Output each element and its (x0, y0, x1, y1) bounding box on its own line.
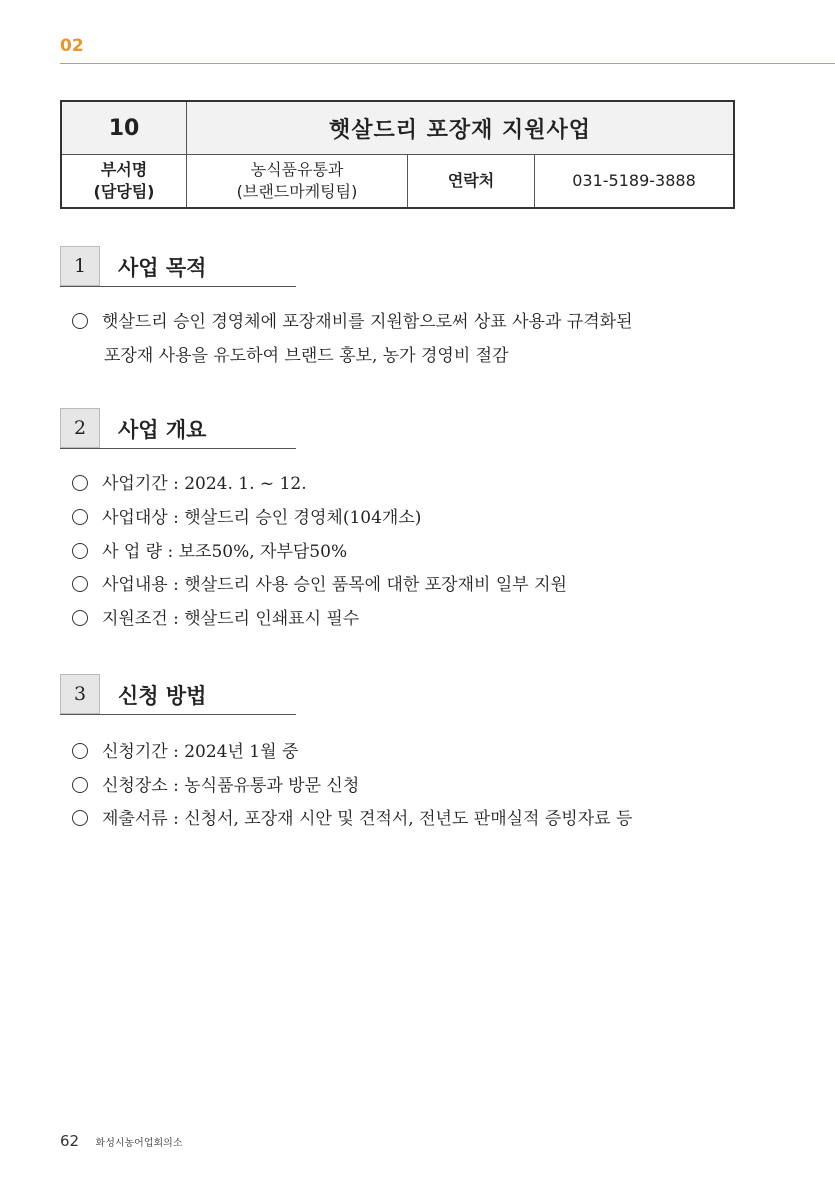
program-number: 10 (61, 101, 187, 155)
circle-bullet-icon (72, 810, 88, 826)
list-item: 제출서류 : 신청서, 포장재 시안 및 견적서, 전년도 판매실적 증빙자료 등 (72, 802, 752, 836)
circle-bullet-icon (72, 777, 88, 793)
circle-bullet-icon (72, 610, 88, 626)
list-item: 신청기간 : 2024년 1월 중 (72, 735, 752, 769)
circle-bullet-icon (72, 313, 88, 329)
chapter-divider (60, 63, 835, 64)
team-name: (브랜드마케팅팀) (236, 182, 358, 201)
page-number: 62 (60, 1132, 80, 1150)
section-header-purpose (60, 246, 296, 287)
section-number: 1 (60, 246, 100, 286)
page-footer (60, 1132, 183, 1150)
section-header-overview (60, 408, 296, 449)
dept-name: 농식품유통과 (250, 160, 344, 179)
section-title: 사업 개요 (118, 418, 207, 442)
contact-label: 연락처 (408, 155, 535, 209)
list-item-continuation: 포장재 사용을 유도하여 브랜드 홍보, 농가 경영비 절감 (104, 346, 509, 366)
list-item: 사업기간 : 2024. 1. ~ 12. (72, 467, 752, 501)
circle-bullet-icon (72, 743, 88, 759)
dept-label: 부서명 (100, 160, 148, 179)
list-item: 햇살드리 승인 경영체에 포장재비를 지원함으로써 상표 사용과 규격화된 (72, 305, 752, 339)
footer-organization: 화성시농어업회의소 (95, 1138, 183, 1149)
program-title: 햇살드리 포장재 지원사업 (187, 101, 735, 155)
section-title: 신청 방법 (118, 684, 207, 708)
list-item: 신청장소 : 농식품유통과 방문 신청 (72, 769, 752, 803)
list-item: 사 업 량 : 보조50%, 자부담50% (72, 535, 752, 569)
list-item: 사업대상 : 햇살드리 승인 경영체(104개소) (72, 501, 752, 535)
dept-value-cell (187, 155, 408, 209)
contact-phone: 031-5189-3888 (535, 155, 735, 209)
section-number: 3 (60, 674, 100, 714)
program-info-table (60, 100, 735, 209)
section-title: 사업 목적 (118, 256, 207, 280)
section-number: 2 (60, 408, 100, 448)
circle-bullet-icon (72, 509, 88, 525)
dept-label-cell (61, 155, 187, 209)
team-label: (담당팀) (93, 182, 155, 201)
list-item: 사업내용 : 햇살드리 사용 승인 품목에 대한 포장재비 일부 지원 (72, 568, 752, 602)
circle-bullet-icon (72, 475, 88, 491)
list-item: 지원조건 : 햇살드리 인쇄표시 필수 (72, 602, 752, 636)
circle-bullet-icon (72, 576, 88, 592)
circle-bullet-icon (72, 543, 88, 559)
chapter-number: 02 (60, 36, 84, 56)
section-header-application (60, 674, 296, 715)
